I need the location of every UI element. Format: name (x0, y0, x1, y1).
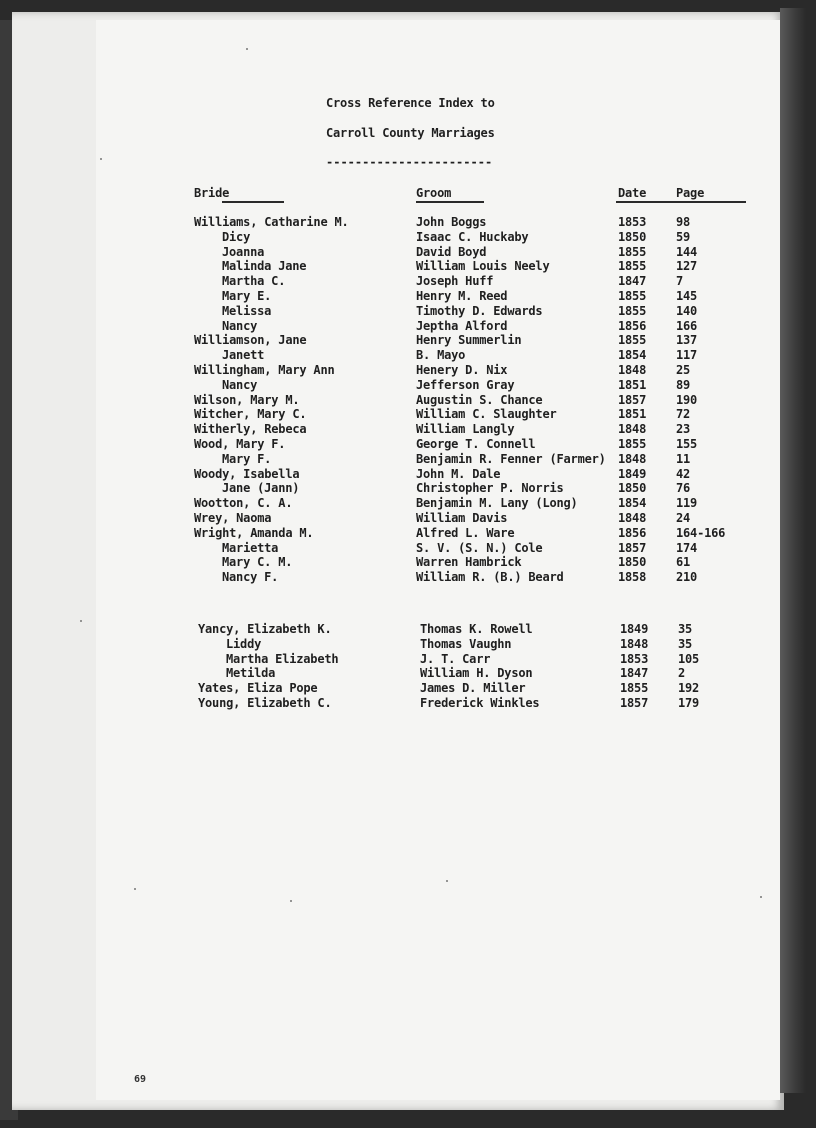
entry-bride: Malinda Jane (222, 259, 307, 274)
page-title-line-1: Cross Reference Index to (326, 96, 495, 110)
entry-bride: Young, Elizabeth C. (198, 695, 332, 710)
title-dashed-rule: ----------------------- (326, 155, 493, 169)
entry-bride: Witherly, Rebeca (194, 422, 307, 437)
entry-bride: Janett (222, 348, 265, 363)
entry-date: 1850 (618, 481, 647, 496)
entry-page: 23 (676, 422, 691, 437)
entry-bride: Mary F. (222, 451, 272, 466)
entry-date: 1849 (620, 622, 649, 636)
index-entry-row (0, 555, 816, 570)
entry-page: 25 (676, 362, 691, 377)
entry-date: 1849 (618, 466, 647, 481)
entry-bride: Melissa (222, 303, 272, 318)
entry-groom: Benjamin M. Lany (Long) (416, 496, 578, 511)
index-entry-row (0, 622, 816, 637)
entry-groom: Christopher P. Norris (416, 481, 564, 496)
index-entry-row (0, 666, 816, 681)
entry-groom: Henery D. Nix (416, 362, 508, 377)
entry-bride: Willingham, Mary Ann (194, 362, 335, 377)
entry-date: 1854 (618, 496, 647, 511)
entry-date: 1857 (618, 392, 647, 407)
entry-bride: Wright, Amanda M. (194, 525, 314, 540)
entry-date: 1851 (618, 377, 647, 392)
entry-groom: William R. (B.) Beard (416, 570, 564, 585)
entry-date: 1848 (620, 636, 649, 651)
entry-groom: Thomas K. Rowell (420, 622, 533, 636)
paper-speck (246, 48, 248, 50)
entry-groom: B. Mayo (416, 348, 466, 363)
entry-groom: William Davis (416, 510, 508, 525)
index-entry-row (0, 696, 816, 711)
paper-speck (446, 880, 448, 882)
header-underline-groom (416, 201, 484, 203)
column-header-page: Page (676, 186, 705, 200)
entry-page: 192 (678, 681, 700, 696)
index-entry-row (0, 230, 816, 245)
entry-page: 166 (676, 318, 698, 333)
index-entry-row (0, 363, 816, 378)
entry-date: 1851 (618, 407, 647, 422)
footer-page-number: 69 (134, 1074, 147, 1085)
index-entry-row (0, 681, 816, 696)
entry-page: 105 (678, 651, 700, 666)
entry-bride: Woody, Isabella (194, 466, 300, 481)
entry-bride: Joanna (222, 244, 265, 259)
entry-groom: Warren Hambrick (416, 555, 522, 570)
entry-page: 59 (676, 229, 691, 244)
entry-date: 1847 (618, 274, 647, 289)
entry-bride: Wrey, Naoma (194, 510, 272, 525)
entry-groom: Jefferson Gray (416, 377, 515, 392)
entry-bride: Marietta (222, 540, 279, 555)
entry-page: 164-166 (676, 525, 726, 540)
entry-bride: Martha C. (222, 274, 286, 289)
entry-page: 144 (676, 244, 698, 259)
header-underline-date-page (616, 201, 746, 203)
entry-page: 140 (676, 303, 698, 318)
index-entry-row (0, 304, 816, 319)
entry-groom: James D. Miller (420, 681, 526, 696)
entry-date: 1855 (618, 288, 647, 303)
entry-page: 127 (676, 259, 698, 274)
entry-groom: Henry Summerlin (416, 333, 522, 348)
entry-bride: Williams, Catharine M. (194, 215, 349, 229)
index-entry-row (0, 652, 816, 667)
index-entry-row (0, 452, 816, 467)
entry-page: 137 (676, 333, 698, 348)
index-entry-row (0, 496, 816, 511)
entry-groom: Henry M. Reed (416, 288, 508, 303)
index-entry-row (0, 422, 816, 437)
entry-date: 1857 (618, 540, 647, 555)
entry-groom: William H. Dyson (420, 666, 533, 681)
entry-groom: Jeptha Alford (416, 318, 508, 333)
entry-page: 72 (676, 407, 691, 422)
entry-page: 174 (676, 540, 698, 555)
index-entry-row (0, 333, 816, 348)
entry-date: 1857 (620, 695, 649, 710)
index-entry-row (0, 215, 816, 230)
header-underline-bride (222, 201, 284, 203)
entry-date: 1856 (618, 525, 647, 540)
entry-groom: S. V. (S. N.) Cole (416, 540, 543, 555)
entry-bride: Yates, Eliza Pope (198, 681, 318, 696)
index-entries-y (0, 622, 816, 711)
entry-groom: Joseph Huff (416, 274, 494, 289)
entry-groom: Augustin S. Chance (416, 392, 543, 407)
entry-date: 1855 (618, 259, 647, 274)
entry-date: 1848 (618, 422, 647, 437)
entry-page: 24 (676, 510, 691, 525)
entry-date: 1855 (618, 303, 647, 318)
entry-page: 190 (676, 392, 698, 407)
entry-date: 1856 (618, 318, 647, 333)
index-entry-row (0, 541, 816, 556)
entry-groom: William Louis Neely (416, 259, 550, 274)
paper-speck (100, 158, 102, 160)
entry-groom: David Boyd (416, 244, 487, 259)
paper-speck (760, 896, 762, 898)
entry-groom: Thomas Vaughn (420, 636, 512, 651)
entry-groom: Isaac C. Huckaby (416, 229, 529, 244)
entry-date: 1855 (618, 333, 647, 348)
entry-groom: George T. Connell (416, 436, 536, 451)
entry-date: 1855 (620, 681, 649, 696)
entry-groom: John M. Dale (416, 466, 501, 481)
entry-bride: Yancy, Elizabeth K. (198, 622, 332, 636)
index-entry-row (0, 245, 816, 260)
index-entry-row (0, 274, 816, 289)
entry-groom: William Langly (416, 422, 515, 437)
column-header-date: Date (618, 186, 647, 200)
page-title-line-2: Carroll County Marriages (326, 126, 495, 140)
entry-bride: Nancy (222, 318, 258, 333)
entry-date: 1853 (618, 215, 647, 229)
entry-bride: Wootton, C. A. (194, 496, 293, 511)
column-header-bride: Bride (194, 186, 230, 200)
entry-bride: Mary C. M. (222, 555, 293, 570)
entry-date: 1848 (618, 362, 647, 377)
entry-date: 1848 (618, 451, 647, 466)
entry-page: 61 (676, 555, 691, 570)
entry-page: 7 (676, 274, 684, 289)
entry-date: 1855 (618, 244, 647, 259)
index-entry-row (0, 393, 816, 408)
entry-page: 11 (676, 451, 691, 466)
entry-date: 1855 (618, 436, 647, 451)
entry-page: 117 (676, 348, 698, 363)
entry-date: 1853 (620, 651, 649, 666)
entry-groom: Benjamin R. Fenner (Farmer) (416, 451, 606, 466)
entry-bride: Williamson, Jane (194, 333, 307, 348)
entry-page: 98 (676, 215, 691, 229)
entry-groom: J. T. Carr (420, 651, 491, 666)
index-entry-row (0, 259, 816, 274)
entry-bride: Nancy F. (222, 570, 279, 585)
paper-speck (134, 888, 136, 890)
index-entry-row (0, 467, 816, 482)
entry-groom: William C. Slaughter (416, 407, 557, 422)
index-entry-row (0, 378, 816, 393)
entry-date: 1850 (618, 555, 647, 570)
index-entry-row (0, 637, 816, 652)
index-entry-row (0, 526, 816, 541)
entry-bride: Nancy (222, 377, 258, 392)
index-entry-row (0, 570, 816, 585)
entry-date: 1858 (618, 570, 647, 585)
entry-page: 76 (676, 481, 691, 496)
index-entry-row (0, 319, 816, 334)
entry-bride: Martha Elizabeth (226, 651, 339, 666)
index-entry-row (0, 407, 816, 422)
index-entry-row (0, 348, 816, 363)
entry-page: 42 (676, 466, 691, 481)
entry-page: 35 (678, 636, 693, 651)
index-entry-row (0, 481, 816, 496)
entry-bride: Wood, Mary F. (194, 436, 286, 451)
entry-date: 1847 (620, 666, 649, 681)
entry-page: 35 (678, 622, 693, 636)
entry-date: 1854 (618, 348, 647, 363)
entry-page: 210 (676, 570, 698, 585)
index-entry-row (0, 511, 816, 526)
index-entry-row (0, 289, 816, 304)
entry-groom: Timothy D. Edwards (416, 303, 543, 318)
entry-date: 1848 (618, 510, 647, 525)
entry-bride: Mary E. (222, 288, 272, 303)
column-header-groom: Groom (416, 186, 452, 200)
entry-bride: Wilson, Mary M. (194, 392, 300, 407)
entry-page: 119 (676, 496, 698, 511)
paper-speck (290, 900, 292, 902)
entry-groom: Alfred L. Ware (416, 525, 515, 540)
index-entry-row (0, 437, 816, 452)
entry-date: 1850 (618, 229, 647, 244)
index-entries-w (0, 215, 816, 585)
entry-groom: Frederick Winkles (420, 695, 540, 710)
entry-page: 2 (678, 666, 686, 681)
entry-page: 89 (676, 377, 691, 392)
entry-bride: Witcher, Mary C. (194, 407, 307, 422)
entry-bride: Dicy (222, 229, 251, 244)
entry-bride: Liddy (226, 636, 262, 651)
entry-bride: Jane (Jann) (222, 481, 300, 496)
entry-bride: Metilda (226, 666, 276, 681)
entry-page: 145 (676, 288, 698, 303)
entry-page: 155 (676, 436, 698, 451)
entry-groom: John Boggs (416, 215, 487, 229)
entry-page: 179 (678, 695, 700, 710)
